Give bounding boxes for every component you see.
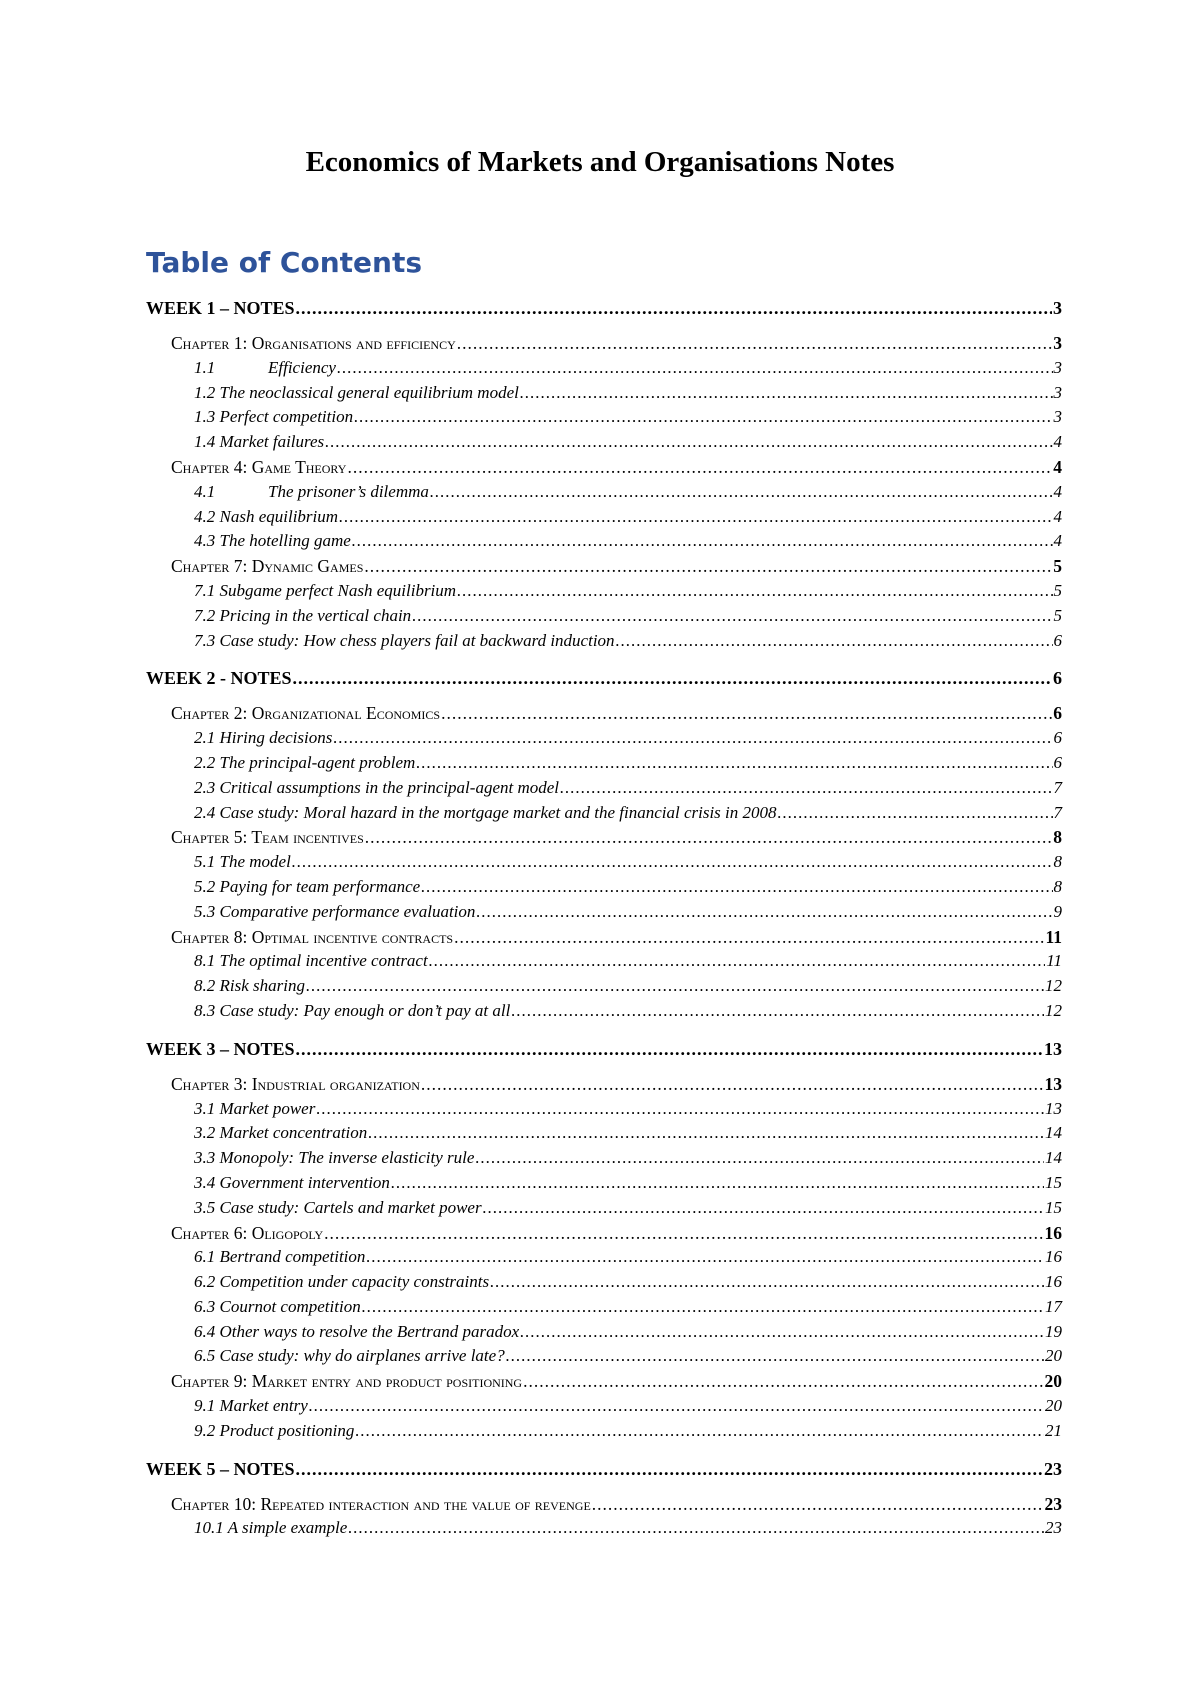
toc-entry-text: [194, 505, 338, 530]
dot-leader: [412, 604, 1052, 629]
toc-entry-text: [146, 296, 295, 320]
toc-entry-label: WEEK 1 – NOTES: [146, 298, 295, 318]
toc-page-number: 19: [1045, 1321, 1062, 1341]
toc-page-number: 13: [1044, 1038, 1062, 1059]
dot-leader: [520, 381, 1053, 406]
toc-entry-text: [171, 1369, 522, 1394]
toc-entry-label: 4.3 The hotelling game: [194, 531, 351, 551]
dot-leader: [523, 1369, 1043, 1394]
toc-entry-label: 9.2 Product positioning: [194, 1420, 355, 1440]
toc-entry-chapter[interactable]: [146, 554, 1062, 579]
dot-leader: [296, 296, 1052, 320]
toc-entry-section[interactable]: [146, 356, 1062, 381]
dot-leader: [616, 629, 1053, 654]
toc-entry-section[interactable]: [146, 1344, 1062, 1369]
toc-entry-section[interactable]: [146, 1516, 1062, 1541]
toc-entry-text: [194, 604, 411, 629]
toc-entry-label: 6.2 Competition under capacity constraints: [194, 1272, 490, 1292]
toc-page-number: 5: [1053, 605, 1062, 625]
toc-page-number: 11: [1046, 951, 1062, 971]
toc-entry-section[interactable]: [146, 1121, 1062, 1146]
toc-page-number: 17: [1045, 1296, 1062, 1316]
toc-entry-text: [194, 356, 336, 381]
toc-page-number: 3: [1053, 357, 1062, 377]
toc-entry-week[interactable]: [146, 1457, 1062, 1481]
dot-leader: [339, 505, 1052, 530]
toc-entry-label: WEEK 3 – NOTES: [146, 1038, 295, 1059]
toc-entry-section[interactable]: [146, 381, 1062, 406]
dot-leader: [416, 751, 1052, 776]
toc-entry-section[interactable]: [146, 726, 1062, 751]
toc-entry-label: 8.2 Risk sharing: [194, 976, 305, 996]
toc-entry-text: [171, 331, 456, 356]
dot-leader: [457, 331, 1052, 356]
toc-entry-section[interactable]: [146, 604, 1062, 629]
toc-entry-chapter[interactable]: [146, 701, 1062, 726]
toc-page-number: 8: [1053, 852, 1062, 872]
dot-leader: [454, 925, 1044, 950]
toc-entry-text: [194, 1320, 519, 1345]
toc-entry-label: 2.2 The principal-agent problem: [194, 752, 416, 772]
toc-page-number: 15: [1045, 1197, 1062, 1217]
dot-leader: [520, 1320, 1044, 1345]
toc-heading: Table of Contents: [146, 246, 423, 279]
toc-entry-text: [146, 1037, 295, 1061]
toc-entry-text: [194, 776, 559, 801]
toc-entry-section[interactable]: [146, 1196, 1062, 1221]
toc-entry-label: Chapter 1: Organisations and efficiency: [171, 333, 456, 353]
toc-page-number: 4: [1053, 481, 1062, 501]
toc-page-number: 6: [1053, 630, 1062, 650]
toc-entry-label: 5.2 Paying for team performance: [194, 876, 421, 896]
toc-entry-label: Chapter 6: Oligopoly: [171, 1222, 324, 1243]
toc-entry-section[interactable]: [146, 1171, 1062, 1196]
dot-leader: [316, 1097, 1044, 1122]
toc-page-number: 6: [1053, 668, 1062, 689]
toc-entry-text: [194, 1121, 367, 1146]
toc-entry-chapter[interactable]: [146, 1369, 1062, 1394]
toc-entry-text: [194, 405, 353, 430]
toc-page-number: 15: [1045, 1172, 1062, 1192]
toc-entry-label: Chapter 7: Dynamic Games: [171, 556, 364, 577]
dot-leader: [306, 974, 1044, 999]
toc-entry-section[interactable]: [146, 999, 1062, 1024]
dot-leader: [421, 1072, 1044, 1097]
dot-leader: [592, 1492, 1044, 1517]
toc-entry-text: [194, 629, 615, 654]
toc-entry-label: 5.3 Comparative performance evaluation: [194, 901, 476, 921]
dot-leader: [560, 776, 1052, 801]
toc-page-number: 6: [1053, 752, 1062, 772]
dot-leader: [292, 850, 1053, 875]
toc-entry-number: 4.1: [194, 481, 216, 501]
toc-entry-text: [194, 801, 777, 826]
toc-page-number: 23: [1044, 1458, 1062, 1479]
toc-page-number: 3: [1053, 298, 1062, 318]
table-of-contents: [146, 296, 1062, 1541]
toc-page-number: 12: [1045, 1000, 1062, 1020]
toc-entry-label: Chapter 9: Market entry and product positioning: [171, 1371, 523, 1392]
toc-page-number: 20: [1044, 1371, 1062, 1392]
toc-entry-text: [171, 1492, 591, 1517]
toc-entry-label: Chapter 4: Game Theory: [171, 456, 347, 477]
toc-entry-text: [194, 430, 324, 455]
toc-entry-label: 3.3 Monopoly: The inverse elasticity rule: [194, 1148, 475, 1168]
toc-entry-section[interactable]: [146, 875, 1062, 900]
toc-page-number: 23: [1045, 1518, 1062, 1538]
toc-entry-label: WEEK 5 – NOTES: [146, 1458, 295, 1479]
toc-entry-section[interactable]: [146, 579, 1062, 604]
toc-page-number: 9: [1053, 901, 1062, 921]
toc-entry-section[interactable]: [146, 629, 1062, 654]
toc-entry-text: [194, 1146, 474, 1171]
toc-page-number: 23: [1044, 1493, 1062, 1514]
toc-entry-section[interactable]: [146, 1320, 1062, 1345]
toc-entry-label: 3.5 Case study: Cartels and market power: [194, 1197, 482, 1217]
toc-entry-text: [171, 554, 363, 579]
toc-entry-label: Chapter 2: Organizational Economics: [171, 703, 441, 724]
toc-entry-section[interactable]: [146, 1270, 1062, 1295]
toc-entry-label: 6.3 Cournot competition: [194, 1296, 361, 1316]
dot-leader: [430, 480, 1053, 505]
toc-entry-section[interactable]: [146, 505, 1062, 530]
toc-entry-text: [194, 480, 429, 505]
toc-entry-label: Chapter 3: Industrial organization: [171, 1073, 420, 1094]
toc-entry-label: 2.4 Case study: Moral hazard in the mortgage market and the financial crisis in 2008: [194, 802, 777, 822]
toc-entry-chapter[interactable]: [146, 331, 1062, 356]
toc-page-number: 7: [1053, 802, 1062, 822]
toc-entry-text: [194, 1196, 482, 1221]
toc-entry-text: [171, 1221, 323, 1246]
toc-entry-label: 2.3 Critical assumptions in the principal-agent model: [194, 777, 560, 797]
toc-entry-label: 3.4 Government intervention: [194, 1172, 390, 1192]
dot-leader: [364, 554, 1052, 579]
toc-entry-text: [194, 726, 332, 751]
toc-entry-text: [194, 1344, 505, 1369]
toc-entry-text: [194, 1295, 361, 1320]
toc-entry-section[interactable]: [146, 1146, 1062, 1171]
dot-leader: [476, 900, 1052, 925]
toc-entry-label: The prisoner’s dilemma: [268, 481, 429, 501]
toc-page-number: 4: [1053, 432, 1062, 452]
dot-leader: [368, 1121, 1044, 1146]
toc-entry-section[interactable]: [146, 801, 1062, 826]
dot-leader: [391, 1171, 1044, 1196]
toc-entry-text: [171, 455, 346, 480]
toc-page-number: 21: [1045, 1420, 1062, 1440]
toc-entry-text: [194, 974, 305, 999]
toc-page-number: 20: [1045, 1396, 1062, 1416]
dot-leader: [441, 701, 1052, 726]
dot-leader: [324, 1221, 1043, 1246]
toc-entry-text: [171, 701, 440, 726]
toc-entry-section[interactable]: [146, 1394, 1062, 1419]
toc-entry-section[interactable]: [146, 776, 1062, 801]
toc-entry-label: 7.1 Subgame perfect Nash equilibrium: [194, 580, 457, 600]
toc-page-number: 5: [1053, 556, 1062, 577]
toc-entry-section[interactable]: [146, 850, 1062, 875]
toc-entry-label: 1.3 Perfect competition: [194, 407, 354, 427]
toc-entry-section[interactable]: [146, 405, 1062, 430]
toc-entry-text: [146, 666, 292, 690]
toc-page-number: 4: [1053, 456, 1062, 477]
toc-page-number: 6: [1053, 728, 1062, 748]
toc-entry-section[interactable]: [146, 1419, 1062, 1444]
dot-leader: [293, 666, 1052, 690]
dot-leader: [354, 405, 1052, 430]
toc-entry-week[interactable]: [146, 1037, 1062, 1061]
toc-entry-week[interactable]: [146, 666, 1062, 690]
toc-entry-label: 8.1 The optimal incentive contract: [194, 951, 428, 971]
toc-entry-chapter[interactable]: [146, 825, 1062, 850]
dot-leader: [778, 801, 1053, 826]
toc-entry-label: 8.3 Case study: Pay enough or don’t pay at all: [194, 1000, 511, 1020]
toc-entry-section[interactable]: [146, 480, 1062, 505]
toc-entry-text: [194, 1171, 390, 1196]
dot-leader: [429, 949, 1046, 974]
toc-entry-section[interactable]: [146, 430, 1062, 455]
toc-page-number: 14: [1045, 1123, 1062, 1143]
toc-entry-label: 6.5 Case study: why do airplanes arrive late?: [194, 1346, 505, 1366]
toc-entry-text: [194, 381, 519, 406]
toc-entry-label: 5.1 The model: [194, 852, 291, 872]
document-title: Economics of Markets and Organisations Notes: [305, 146, 895, 178]
dot-leader: [362, 1295, 1044, 1320]
toc-entry-label: 6.4 Other ways to resolve the Bertrand paradox: [194, 1321, 520, 1341]
toc-entry-text: [194, 900, 475, 925]
toc-entry-chapter[interactable]: [146, 1072, 1062, 1097]
toc-entry-text: [194, 1516, 347, 1541]
dot-leader: [421, 875, 1052, 900]
toc-entry-label: 7.2 Pricing in the vertical chain: [194, 605, 412, 625]
toc-page-number: 8: [1053, 827, 1062, 848]
toc-entry-text: [194, 751, 415, 776]
toc-entry-week[interactable]: [146, 296, 1062, 320]
toc-entry-text: [194, 529, 351, 554]
dot-leader: [348, 1516, 1044, 1541]
toc-entry-label: Efficiency: [268, 357, 336, 377]
dot-leader: [352, 529, 1053, 554]
toc-entry-section[interactable]: [146, 751, 1062, 776]
toc-entry-text: [194, 1419, 354, 1444]
toc-entry-chapter[interactable]: [146, 455, 1062, 480]
toc-page-number: 16: [1045, 1272, 1062, 1292]
toc-entry-chapter[interactable]: [146, 925, 1062, 950]
toc-entry-section[interactable]: [146, 949, 1062, 974]
toc-entry-text: [194, 1097, 315, 1122]
toc-entry-text: [194, 1394, 308, 1419]
toc-page-number: 20: [1045, 1346, 1062, 1366]
dot-leader: [347, 455, 1052, 480]
toc-entry-text: [171, 1072, 420, 1097]
toc-entry-chapter[interactable]: [146, 1221, 1062, 1246]
toc-entry-section[interactable]: [146, 974, 1062, 999]
toc-entry-label: 10.1 A simple example: [194, 1518, 348, 1538]
toc-entry-section[interactable]: [146, 1295, 1062, 1320]
toc-entry-text: [194, 999, 510, 1024]
toc-entry-chapter[interactable]: [146, 1492, 1062, 1517]
dot-leader: [296, 1457, 1043, 1481]
toc-entry-label: Chapter 8: Optimal incentive contracts: [171, 926, 454, 947]
toc-entry-label: 9.1 Market entry: [194, 1396, 308, 1416]
toc-entry-label: Chapter 5: Team incentives: [171, 827, 364, 848]
toc-page-number: 16: [1044, 1222, 1062, 1243]
dot-leader: [296, 1037, 1043, 1061]
toc-page-number: 14: [1045, 1148, 1062, 1168]
toc-entry-text: [171, 825, 364, 850]
dot-leader: [457, 579, 1052, 604]
toc-entry-label: Chapter 10: Repeated interaction and the value of revenge: [171, 1493, 591, 1514]
toc-entry-section[interactable]: [146, 1245, 1062, 1270]
toc-page-number: 12: [1045, 976, 1062, 996]
toc-entry-text: [194, 850, 291, 875]
toc-entry-label: 2.1 Hiring decisions: [194, 728, 333, 748]
dot-leader: [490, 1270, 1044, 1295]
toc-page-number: 6: [1053, 703, 1062, 724]
toc-entry-number: 1.1: [194, 357, 216, 377]
dot-leader: [366, 1245, 1044, 1270]
dot-leader: [355, 1419, 1044, 1444]
toc-entry-label: 3.2 Market concentration: [194, 1123, 368, 1143]
dot-leader: [506, 1344, 1044, 1369]
toc-page-number: 13: [1045, 1098, 1062, 1118]
dot-leader: [325, 430, 1052, 455]
toc-entry-label: WEEK 2 - NOTES: [146, 668, 292, 689]
dot-leader: [333, 726, 1052, 751]
toc-entry-label: 1.2 The neoclassical general equilibrium model: [194, 382, 519, 402]
toc-entry-section[interactable]: [146, 1097, 1062, 1122]
toc-entry-text: [194, 949, 428, 974]
toc-entry-label: 3.1 Market power: [194, 1098, 316, 1118]
toc-entry-label: 6.1 Bertrand competition: [194, 1247, 366, 1267]
toc-page-number: 3: [1053, 382, 1062, 402]
toc-page-number: 4: [1053, 531, 1062, 551]
toc-page-number: 13: [1044, 1073, 1062, 1094]
toc-entry-label: 7.3 Case study: How chess players fail at backward induction: [194, 630, 615, 650]
toc-page-number: 4: [1053, 506, 1062, 526]
toc-entry-text: [194, 579, 456, 604]
dot-leader: [337, 356, 1053, 381]
toc-page-number: 3: [1053, 407, 1062, 427]
toc-page-number: 11: [1045, 926, 1062, 947]
toc-entry-section[interactable]: [146, 900, 1062, 925]
dot-leader: [475, 1146, 1044, 1171]
toc-page-number: 5: [1053, 580, 1062, 600]
toc-entry-label: 4.2 Nash equilibrium: [194, 506, 339, 526]
toc-entry-label: 1.4 Market failures: [194, 432, 325, 452]
dot-leader: [309, 1394, 1044, 1419]
toc-page-number: 16: [1045, 1247, 1062, 1267]
toc-entry-text: [194, 1245, 365, 1270]
toc-entry-text: [171, 925, 453, 950]
toc-entry-text: [194, 1270, 489, 1295]
toc-page-number: 7: [1053, 777, 1062, 797]
toc-entry-text: [146, 1457, 295, 1481]
dot-leader: [483, 1196, 1044, 1221]
toc-entry-section[interactable]: [146, 529, 1062, 554]
toc-entry-text: [194, 875, 420, 900]
toc-page-number: 3: [1053, 333, 1062, 353]
dot-leader: [365, 825, 1052, 850]
toc-page-number: 8: [1053, 876, 1062, 896]
dot-leader: [511, 999, 1044, 1024]
